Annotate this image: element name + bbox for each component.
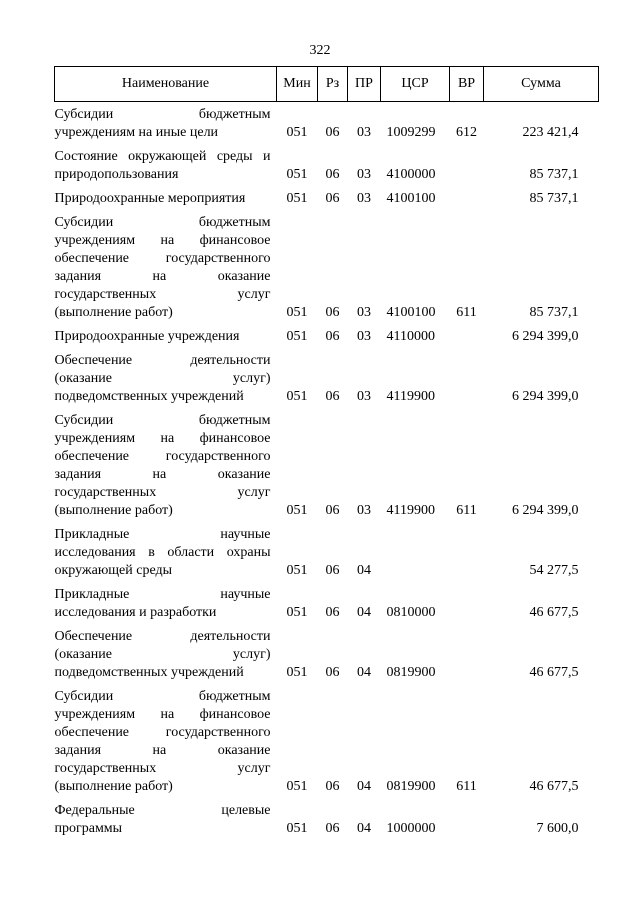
row-min-cell: 051 [286,329,308,344]
row-vr-cell [450,184,484,208]
row-name-line: Субсидии бюджетным [54,413,271,428]
row-sum-cell: 46 677,5 [529,779,579,794]
row-name-line: учреждениям на финансовое [54,233,271,248]
row-rz-cell: 06 [325,605,340,620]
row-name-cell [55,184,277,208]
row-pr-cell: 04 [357,563,371,578]
row-sum-cell: 7 600,0 [536,821,579,836]
row-name-line: Природоохранные мероприятия [54,191,246,206]
table-row [55,580,599,622]
row-vr-cell [450,520,484,580]
row-name-line: обеспечение государственного [54,725,271,740]
row-pr-cell: 03 [357,305,371,320]
row-name-line: Федеральные целевые [54,803,271,818]
header-min: Мин [277,67,318,102]
row-pr-cell: 03 [357,329,371,344]
row-name-line: исследования и разработки [54,605,217,620]
row-name-cell [55,622,277,682]
row-name-line: задания на оказание [54,743,271,758]
row-vr-cell [450,622,484,682]
row-csr-cell: 4100100 [386,191,436,206]
row-csr-cell: 4119900 [386,389,435,404]
header-rz: Рз [318,67,348,102]
row-csr-cell: 0819900 [386,779,436,794]
row-min-cell: 051 [286,665,308,680]
row-name-line: Субсидии бюджетным [54,107,271,122]
row-min-cell: 051 [286,191,308,206]
row-name-line: задания на оказание [54,269,271,284]
row-sum-cell: 6 294 399,0 [512,503,579,518]
row-rz-cell: 06 [325,191,340,206]
table-row [55,346,599,406]
row-name-line: обеспечение государственного [54,251,271,266]
row-name-line: учреждениям на финансовое [54,707,271,722]
row-csr-cell: 1000000 [386,821,436,836]
row-csr-cell: 4119900 [386,503,435,518]
table-row [55,796,599,838]
row-name-line: Субсидии бюджетным [54,689,271,704]
row-name-line: Состояние окружающей среды и [54,149,271,164]
row-vr-cell [450,142,484,184]
table-row [55,682,599,796]
row-min-cell: 051 [286,389,308,404]
table-row [55,406,599,520]
row-name-line: (выполнение работ) [54,779,173,794]
row-name-cell [55,142,277,184]
row-name-cell [55,580,277,622]
row-name-line: (выполнение работ) [54,503,173,518]
row-min-cell: 051 [286,563,308,578]
row-name-cell [55,406,277,520]
row-name-line: Субсидии бюджетным [54,215,271,230]
row-name-line: (выполнение работ) [54,305,173,320]
row-name-line: Природоохранные учреждения [54,329,240,344]
row-rz-cell: 06 [325,563,340,578]
row-vr-cell [450,796,484,838]
row-csr-cell: 4110000 [386,329,435,344]
table-row [55,142,599,184]
header-sum: Сумма [484,67,599,102]
row-rz-cell: 06 [325,389,340,404]
row-csr-cell: 1009299 [386,125,436,140]
row-name-cell [55,346,277,406]
row-name-line: природопользования [54,167,179,182]
row-name-cell [55,208,277,322]
table-header-row [55,67,599,102]
row-sum-cell: 85 737,1 [529,191,579,206]
row-pr-cell: 03 [357,125,371,140]
row-rz-cell: 06 [325,329,340,344]
row-name-line: подведомственных учреждений [54,665,244,680]
row-min-cell: 051 [286,125,308,140]
row-min-cell: 051 [286,821,308,836]
row-vr-cell: 612 [456,125,477,140]
row-name-cell [55,682,277,796]
table-row [55,102,599,143]
row-name-cell [55,322,277,346]
row-name-line: (оказание услуг) [54,647,271,662]
budget-table [54,66,599,838]
row-vr-cell: 611 [456,779,477,794]
row-name-line: подведомственных учреждений [54,389,244,404]
row-min-cell: 051 [286,503,308,518]
row-rz-cell: 06 [325,167,340,182]
page-number: 322 [309,43,331,58]
table-row [55,520,599,580]
row-min-cell: 051 [286,167,308,182]
row-name-line: задания на оказание [54,467,271,482]
row-csr-cell: 4100100 [386,305,436,320]
row-name-line: государственных услуг [54,287,271,302]
row-name-line: (оказание услуг) [54,371,271,386]
row-name-line: учреждениям на финансовое [54,431,271,446]
row-sum-cell: 6 294 399,0 [512,329,579,344]
row-pr-cell: 04 [357,779,371,794]
table-row [55,622,599,682]
row-sum-cell: 54 277,5 [529,563,579,578]
row-sum-cell: 6 294 399,0 [512,389,579,404]
row-sum-cell: 46 677,5 [529,605,579,620]
row-pr-cell: 04 [357,605,371,620]
header-csr: ЦСР [381,67,450,102]
row-csr-cell: 0810000 [386,605,436,620]
row-name-line: учреждениям на иные цели [54,125,219,140]
row-sum-cell: 85 737,1 [529,305,579,320]
row-pr-cell: 03 [357,389,371,404]
row-min-cell: 051 [286,779,308,794]
row-pr-cell: 03 [357,191,371,206]
header-name: Наименование [55,67,277,102]
table-row [55,322,599,346]
row-name-cell [55,102,277,143]
row-rz-cell: 06 [325,665,340,680]
row-rz-cell: 06 [325,779,340,794]
row-rz-cell: 06 [325,305,340,320]
row-vr-cell [450,346,484,406]
row-csr-cell: 4100000 [386,167,436,182]
row-sum-cell: 85 737,1 [529,167,579,182]
row-name-line: Прикладные научные [54,527,271,542]
row-min-cell: 051 [286,305,308,320]
row-name-line: окружающей среды [54,563,173,578]
row-pr-cell: 03 [357,503,371,518]
row-name-line: государственных услуг [54,485,271,500]
row-rz-cell: 06 [325,125,340,140]
row-rz-cell: 06 [325,821,340,836]
row-min-cell: 051 [286,605,308,620]
row-vr-cell: 611 [456,305,477,320]
table-row [55,208,599,322]
row-name-line: государственных услуг [54,761,271,776]
row-vr-cell: 611 [456,503,477,518]
table-row [55,184,599,208]
header-vr: ВР [450,67,484,102]
row-name-cell [55,796,277,838]
row-csr-cell: 0819900 [386,665,436,680]
row-csr-cell [381,520,450,580]
row-vr-cell [450,322,484,346]
row-name-line: обеспечение государственного [54,449,271,464]
row-pr-cell: 03 [357,167,371,182]
row-sum-cell: 223 421,4 [522,125,579,140]
row-name-line: исследования в области охраны [54,545,271,560]
row-name-line: Обеспечение деятельности [54,629,271,644]
row-name-line: Прикладные научные [54,587,271,602]
row-name-line: Обеспечение деятельности [54,353,271,368]
row-name-cell [55,520,277,580]
row-name-line: программы [54,821,123,836]
row-sum-cell: 46 677,5 [529,665,579,680]
row-pr-cell: 04 [357,665,371,680]
row-vr-cell [450,580,484,622]
header-pr: ПР [348,67,381,102]
row-rz-cell: 06 [325,503,340,518]
row-pr-cell: 04 [357,821,371,836]
